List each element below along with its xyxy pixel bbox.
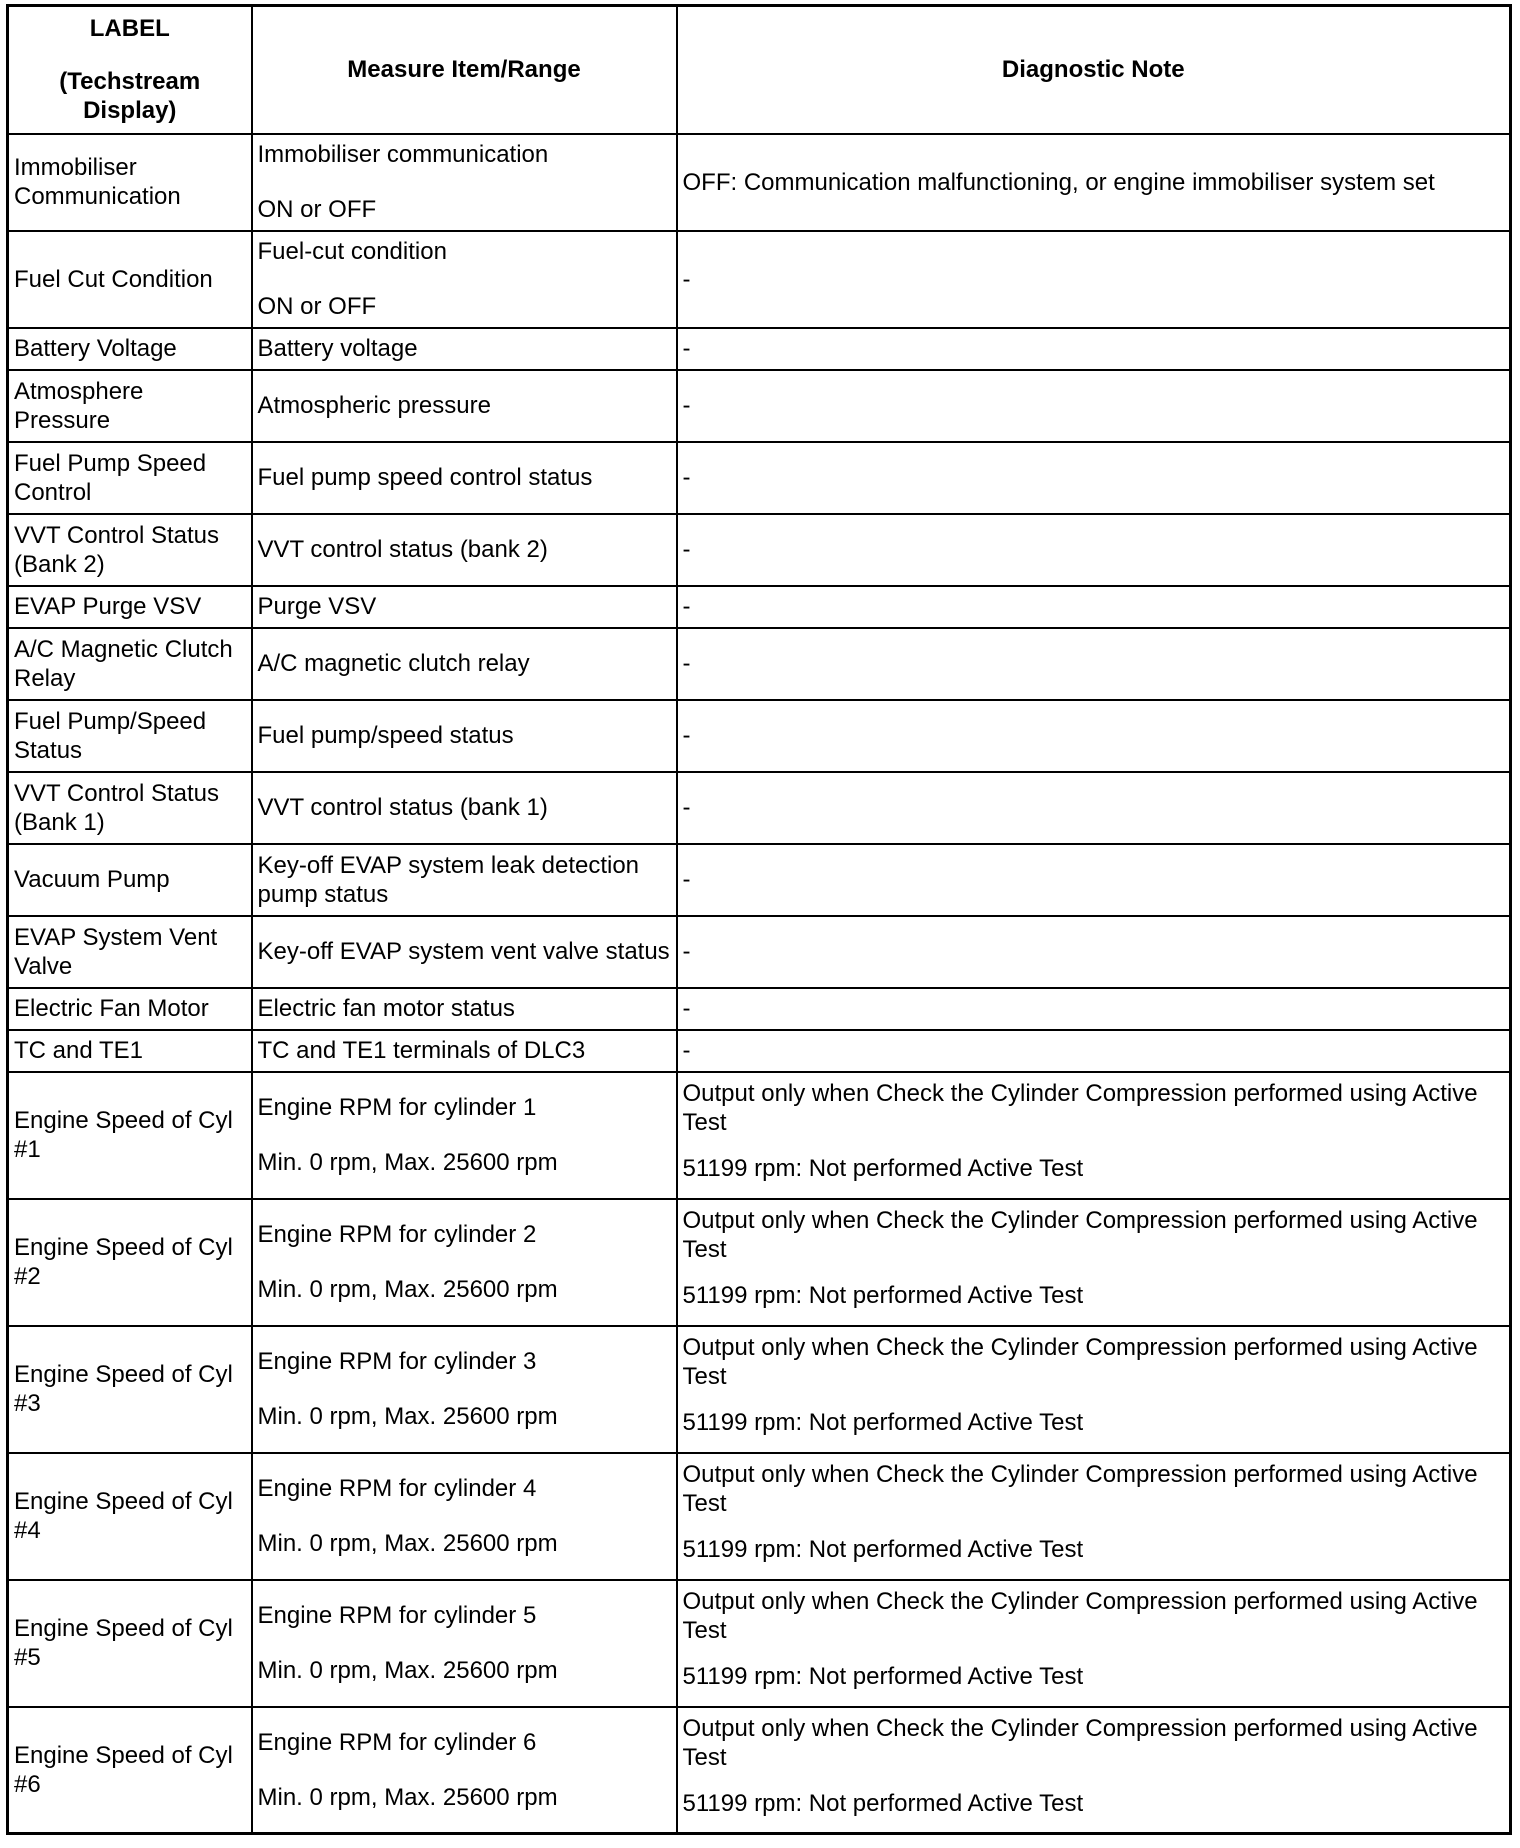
cell-measure xyxy=(252,1707,677,1834)
cell-note xyxy=(677,1072,1511,1199)
cell-note xyxy=(677,586,1511,628)
table-row xyxy=(8,586,1511,628)
measure-range: ON or OFF xyxy=(257,293,377,320)
measure-range: Min. 0 rpm, Max. 25600 rpm xyxy=(257,1403,558,1430)
header-label xyxy=(8,6,252,134)
measure-item: Fuel pump/speed status xyxy=(257,722,514,749)
data-list-table-page xyxy=(6,4,1509,1839)
cell-note xyxy=(677,1453,1511,1580)
cell-measure xyxy=(252,1199,677,1326)
header-label-line: LABEL xyxy=(89,15,170,43)
measure-item: Engine RPM for cylinder 4 xyxy=(257,1475,537,1502)
measure-item: Engine RPM for cylinder 2 xyxy=(257,1221,537,1248)
cell-note xyxy=(677,328,1511,370)
measure-range: ON or OFF xyxy=(257,196,377,223)
cell-measure xyxy=(252,1072,677,1199)
cell-label: Fuel Pump/Speed Status xyxy=(8,700,252,772)
cell-label: Battery Voltage xyxy=(8,328,252,370)
note-text: Output only when Check the Cylinder Compression performed using Active Test xyxy=(682,1460,1478,1517)
note-text-secondary: 51199 rpm: Not performed Active Test xyxy=(682,1535,1084,1563)
cell-measure xyxy=(252,1326,677,1453)
cell-note xyxy=(677,844,1511,916)
cell-note xyxy=(677,772,1511,844)
header-row xyxy=(8,6,1511,134)
table-row xyxy=(8,134,1511,231)
note-text: - xyxy=(682,794,691,821)
table-row xyxy=(8,1707,1511,1834)
cell-label: Engine Speed of Cyl #1 xyxy=(8,1072,252,1199)
cell-note xyxy=(677,1030,1511,1072)
note-text-secondary: 51199 rpm: Not performed Active Test xyxy=(682,1662,1084,1690)
cell-note xyxy=(677,988,1511,1030)
table-row xyxy=(8,442,1511,514)
table-row xyxy=(8,916,1511,988)
cell-label: VVT Control Status (Bank 2) xyxy=(8,514,252,586)
note-text: Output only when Check the Cylinder Compression performed using Active Test xyxy=(682,1714,1478,1771)
cell-note xyxy=(677,628,1511,700)
note-text: OFF: Communication malfunctioning, or engine immobiliser system set xyxy=(682,168,1435,196)
cell-measure xyxy=(252,700,677,772)
note-text: - xyxy=(682,265,691,293)
measure-range: Min. 0 rpm, Max. 25600 rpm xyxy=(257,1783,558,1811)
table-row xyxy=(8,772,1511,844)
note-text: Output only when Check the Cylinder Compression performed using Active Test xyxy=(682,1333,1478,1390)
measure-item: Electric fan motor status xyxy=(257,995,515,1022)
cell-label: Fuel Cut Condition xyxy=(8,231,252,328)
cell-label: TC and TE1 xyxy=(8,1030,252,1072)
measure-range: Min. 0 rpm, Max. 25600 rpm xyxy=(257,1657,558,1684)
cell-label: Engine Speed of Cyl #6 xyxy=(8,1707,252,1834)
cell-measure xyxy=(252,134,677,231)
measure-range: Min. 0 rpm, Max. 25600 rpm xyxy=(257,1149,558,1176)
cell-measure xyxy=(252,1030,677,1072)
cell-measure xyxy=(252,988,677,1030)
cell-label: Electric Fan Motor xyxy=(8,988,252,1030)
cell-measure xyxy=(252,1580,677,1707)
measure-item: Immobiliser communication xyxy=(257,141,549,168)
note-text: - xyxy=(682,1037,691,1064)
measure-item: TC and TE1 terminals of DLC3 xyxy=(257,1037,586,1064)
note-text: - xyxy=(682,536,691,563)
table-body xyxy=(8,134,1511,1834)
header-note: Diagnostic Note xyxy=(677,6,1511,134)
note-text: - xyxy=(682,938,691,965)
cell-label: VVT Control Status (Bank 1) xyxy=(8,772,252,844)
cell-label: Engine Speed of Cyl #3 xyxy=(8,1326,252,1453)
header-measure: Measure Item/Range xyxy=(252,6,677,134)
note-text: Output only when Check the Cylinder Compression performed using Active Test xyxy=(682,1587,1478,1644)
measure-item: Engine RPM for cylinder 1 xyxy=(257,1094,537,1121)
cell-measure xyxy=(252,628,677,700)
cell-label: A/C Magnetic Clutch Relay xyxy=(8,628,252,700)
table-row xyxy=(8,514,1511,586)
cell-note xyxy=(677,134,1511,231)
cell-measure xyxy=(252,514,677,586)
cell-label: Fuel Pump Speed Control xyxy=(8,442,252,514)
table-row xyxy=(8,1326,1511,1453)
note-text: - xyxy=(682,335,691,362)
measure-range: Min. 0 rpm, Max. 25600 rpm xyxy=(257,1530,558,1557)
header-label-line: (Techstream xyxy=(59,68,201,96)
measure-item: Purge VSV xyxy=(257,593,377,620)
cell-label: Atmosphere Pressure xyxy=(8,370,252,442)
note-text-secondary: 51199 rpm: Not performed Active Test xyxy=(682,1281,1084,1309)
measure-item: Fuel pump speed control status xyxy=(257,464,593,491)
table-row xyxy=(8,1030,1511,1072)
table-row xyxy=(8,844,1511,916)
cell-label: Immobiliser Communication xyxy=(8,134,252,231)
cell-measure xyxy=(252,916,677,988)
note-text-secondary: 51199 rpm: Not performed Active Test xyxy=(682,1408,1084,1436)
note-text: Output only when Check the Cylinder Compression performed using Active Test xyxy=(682,1206,1478,1263)
measure-item: Key-off EVAP system vent valve status xyxy=(257,938,670,965)
table-row xyxy=(8,231,1511,328)
cell-label: Engine Speed of Cyl #2 xyxy=(8,1199,252,1326)
table-row xyxy=(8,1199,1511,1326)
table-row xyxy=(8,1072,1511,1199)
table-row xyxy=(8,1453,1511,1580)
measure-item: Engine RPM for cylinder 5 xyxy=(257,1602,537,1629)
cell-note xyxy=(677,514,1511,586)
data-list-table xyxy=(6,4,1512,1835)
cell-measure xyxy=(252,586,677,628)
note-text: - xyxy=(682,650,691,677)
cell-note xyxy=(677,1707,1511,1834)
cell-note xyxy=(677,370,1511,442)
measure-item: Engine RPM for cylinder 3 xyxy=(257,1348,537,1375)
cell-measure xyxy=(252,370,677,442)
note-text: - xyxy=(682,866,691,893)
note-text-secondary: 51199 rpm: Not performed Active Test xyxy=(682,1154,1084,1182)
header-label-line: Display) xyxy=(83,97,177,125)
note-text: - xyxy=(682,722,691,749)
note-text: - xyxy=(682,464,691,491)
cell-measure xyxy=(252,844,677,916)
cell-label: EVAP System Vent Valve xyxy=(8,916,252,988)
table-row xyxy=(8,1580,1511,1707)
table-row xyxy=(8,628,1511,700)
cell-note xyxy=(677,700,1511,772)
measure-item: VVT control status (bank 2) xyxy=(257,536,548,563)
cell-label: Engine Speed of Cyl #4 xyxy=(8,1453,252,1580)
cell-note xyxy=(677,916,1511,988)
cell-note xyxy=(677,1199,1511,1326)
cell-note xyxy=(677,1580,1511,1707)
measure-item: Key-off EVAP system leak detection pump status xyxy=(257,851,640,908)
note-text: - xyxy=(682,995,691,1022)
cell-label: Engine Speed of Cyl #5 xyxy=(8,1580,252,1707)
cell-note xyxy=(677,442,1511,514)
cell-label: EVAP Purge VSV xyxy=(8,586,252,628)
cell-measure xyxy=(252,231,677,328)
cell-measure xyxy=(252,328,677,370)
cell-measure xyxy=(252,442,677,514)
table-row xyxy=(8,328,1511,370)
cell-measure xyxy=(252,772,677,844)
cell-label: Vacuum Pump xyxy=(8,844,252,916)
measure-item: Atmospheric pressure xyxy=(257,392,491,419)
measure-item: Engine RPM for cylinder 6 xyxy=(257,1728,537,1756)
measure-item: VVT control status (bank 1) xyxy=(257,794,548,821)
note-text: - xyxy=(682,392,691,419)
measure-item: Battery voltage xyxy=(257,335,418,362)
measure-range: Min. 0 rpm, Max. 25600 rpm xyxy=(257,1276,558,1303)
cell-measure xyxy=(252,1453,677,1580)
table-row xyxy=(8,700,1511,772)
measure-item: A/C magnetic clutch relay xyxy=(257,650,530,677)
note-text: Output only when Check the Cylinder Compression performed using Active Test xyxy=(682,1079,1478,1136)
note-text-secondary: 51199 rpm: Not performed Active Test xyxy=(682,1789,1084,1817)
cell-note xyxy=(677,231,1511,328)
table-row xyxy=(8,988,1511,1030)
cell-note xyxy=(677,1326,1511,1453)
table-row xyxy=(8,370,1511,442)
measure-item: Fuel-cut condition xyxy=(257,238,447,265)
note-text: - xyxy=(682,593,691,620)
